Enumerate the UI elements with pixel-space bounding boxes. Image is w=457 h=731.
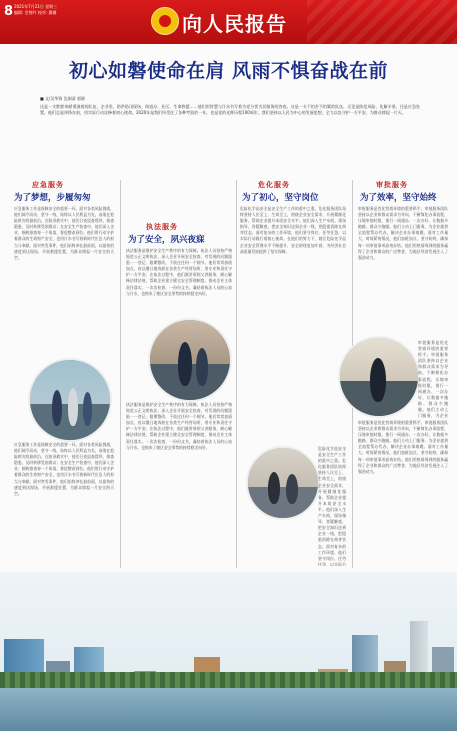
byline: ■ 文/吴华锋 沈刚清 郭源 [40, 96, 85, 101]
column-title-enforcement: 为了安全，夙兴夜寐 [128, 235, 205, 245]
column-text-approval: 审批服务是优化营商环境的重要抓手。审批服务团队坚持以企业和群众需求为导向，不断简化办事流程，压缩审批时限，推行一网通办、一次办好，让数据多跑路、群众少跑腿。他们主动上门服务，为企业提供全流程帮办代办，解决企业办事难题。面对工作量大、时间紧的情况，他们加班加点、坚守始终，确保每一项审批事项高效办结。他们用热情周到的服务赢得了企业和群众的广泛赞誉，为地区经济发展注入了强劲动力。 [358, 206, 448, 260]
page-headline: 初心如磐使命在肩 风雨不惧奋战在前 [68, 60, 389, 82]
column-label-hazchem: 危化服务 [258, 180, 290, 189]
masthead [0, 0, 457, 44]
column-photo-approval [338, 336, 420, 418]
issue-editor: 编辑: 会签吟 校对: 翼姗 [14, 10, 57, 15]
column-label-approval: 审批服务 [376, 180, 408, 189]
column-text-hazchem-side: 危险化学品安全是安全生产工作的重中之重。危化服务团队始终坚持人民至上、生命至上，围绕企业安全需求，开展精细化服务，帮助企业提升本质安全水平。他们深入生产车间，现场指导、答疑解惑，把安全知识送到企业一线，把隐患消除在萌芽状态。面对复杂的工作环境，他们坚守岗位、任劳任怨，以实际行 [318, 446, 346, 566]
column-title-approval: 为了效率，坚守始终 [360, 193, 437, 203]
column-label-enforcement: 执法服务 [146, 222, 178, 231]
column-text-approval-cont: 审批服务是优化营商环境的重要抓手。审批服务团队坚持以企业和群众需求为导向，不断简化办事流程，压缩审批时限，推行一网通办、一次办好，让数据多跑路、群众少跑腿。他们主动上门服务，为企业提供全流程帮办代办，解决企业办事难题。面对工作量大、时间紧的情况，他们加班加点、坚守始终，确保每一项审批事项高效办结。他们用热情周到的服务赢得了企业和群众的广泛赞誉，为地区经济发展注入了强劲动力。 [358, 420, 448, 474]
issue-date: 2021年7月21日 星期三 [14, 4, 58, 9]
column-text-approval-side: 审批服务是优化营商环境的重要抓手。审批服务团队坚持以企业和群众需求为导向，不断简化办事流程，压缩审批时限，推行一网通办、一次办好，让数据多跑路、群众少跑腿。他们主动上门服务，为企业 [418, 340, 448, 418]
masthead-pattern [307, 0, 457, 44]
issue-meta [14, 4, 57, 16]
column-text-emergency-cont: 应急服务工作是保障安全的重要一环。面对各类风险挑战，他们闻令而动，坚守一线，始终以人民利益为先，奋战在抢险救灾的最前沿。在防汛救灾中，他们日夜巡查堤坝，排查隐患，及时转移受困群众；在安全生产检查中，他们深入企业，细致排查每一个角落，督促整改到位。他们用行动守护着群众的生命财产安全，也用汗水书写着新时代应急人的担当与奉献。面对突发事件，他们始终冲在最前面，以最快的速度到达现场，开展救援处置，为群众撑起一片安全的天空。 [14, 442, 114, 496]
column-text-emergency: 应急服务工作是保障安全的重要一环。面对各类风险挑战，他们闻令而动，坚守一线，始终以人民利益为先，奋战在抢险救灾的最前沿。在防汛救灾中，他们日夜巡查堤坝，排查隐患，及时转移受困群众；在安全生产检查中，他们深入企业，细致排查每一个角落，督促整改到位。他们用行动守护着群众的生命财产安全，也用汗水书写着新时代应急人的担当与奉献。面对突发事件，他们始终冲在最前面，以最快的速度到达现场，开展救援处置，为群众撑起一片安全的天空。 [14, 206, 114, 260]
column-text-hazchem: 危险化学品安全是安全生产工作的重中之重。危化服务团队始终坚持人民至上、生命至上，围绕企业安全需求，开展精细化服务，帮助企业提升本质安全水平。他们深入生产车间，现场指导、答疑解惑，把安全知识送到企业一线，把隐患消除在萌芽状态。面对复杂的工作环境，他们坚守岗位、任劳任怨，以实际行动践行着初心使命。在他们的努力下，辖区危险化学品企业安全管理水平不断提升，安全防线更加牢固，为经济社会高质量发展提供了坚实保障。 [240, 206, 346, 254]
column-photo-enforcement [148, 318, 232, 402]
column-divider [236, 180, 237, 568]
column-text-enforcement: 执法服务是维护安全生产秩序的有力保障。执法人员坚持严格规范公正文明执法，深入企业开展安全检查，对发现的问题隐患一一登记、限期整改，不放过任何一个细节。他们常常加班加点，夜以继日地奔波在各类生产经营场所，用专业和责任守护一方平安。在执法过程中，他们既讲原则又讲服务，耐心解释法律法规，帮助企业建立健全安全管理制度，推动企业主体责任落实。一次次检查、一份份文书，凝结着执法人员的心血与汗水，也换来了辖区安全形势的持续稳定向好。 [126, 248, 232, 296]
column-photo-hazchem [246, 446, 320, 520]
column-label-emergency: 应急服务 [32, 180, 64, 189]
national-emblem-icon [151, 7, 179, 35]
page-number: 8 [4, 4, 14, 19]
column-title-hazchem: 为了初心，坚守岗位 [242, 193, 319, 203]
column-text-enforcement-cont: 执法服务是维护安全生产秩序的有力保障。执法人员坚持严格规范公正文明执法，深入企业开展安全检查，对发现的问题隐患一一登记、限期整改，不放过任何一个细节。他们常常加班加点，夜以继日地奔波在各类生产经营场所，用专业和责任守护一方平安。在执法过程中，他们既讲原则又讲服务，耐心解释法律法规，帮助企业建立健全安全管理制度，推动企业主体责任落实。一次次检查、一份份文书，凝结着执法人员的心血与汗水，也换来了辖区安全形势的持续稳定向好。 [126, 402, 232, 450]
river-water [0, 688, 457, 731]
column-photo-emergency [28, 358, 112, 442]
column-title-emergency: 为了梦想，步履匆匆 [14, 193, 91, 203]
lead-paragraph: 这是一支默默奉献勇滋着的队伍，企业里、防洪防汛现场、街道办、社区、生命救援……他们用智慧与汗水书写着为党分忧为民服务的答卷。这是一支不怕苦不怕累的队伍，无论是防范风险、化解矛盾，还是应急处置，他们总是冲锋在前，用实际行动诠释着初心使命。2020年是我们经受住了各种考验的一年，也是党的光辉历程100周年，我们坚持以人民为中心的发展思想，全力以赴守护一方平安，为群众撑起一片天。 [40, 104, 420, 116]
paper-name: 向人民报告 [182, 12, 287, 36]
column-divider [120, 180, 121, 568]
